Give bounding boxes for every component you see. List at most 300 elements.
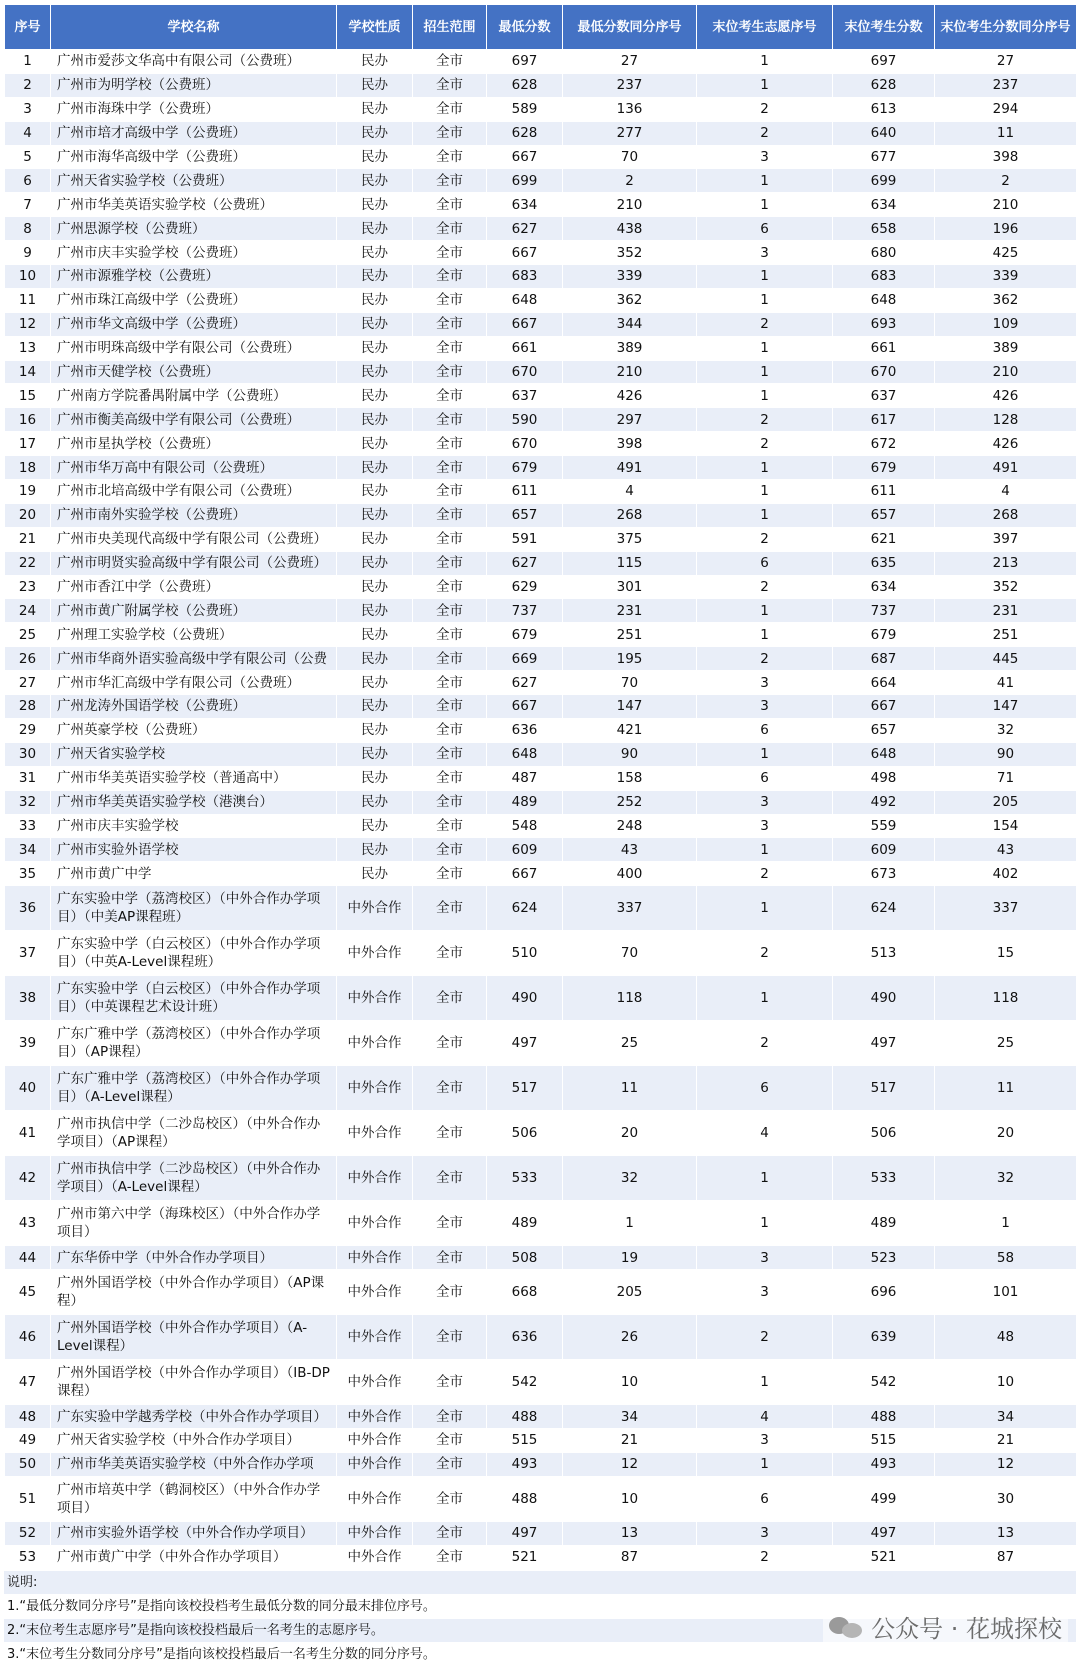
min-score-rank-cell: 337 <box>563 886 697 931</box>
last-choice-order-cell: 1 <box>697 1452 833 1476</box>
min-score-cell: 624 <box>487 886 563 931</box>
table-row <box>5 217 1077 241</box>
last-choice-order-cell: 1 <box>697 193 833 217</box>
enrollment-scope-cell: 全市 <box>413 1452 487 1476</box>
table-row <box>5 265 1077 289</box>
last-score-rank-cell: 25 <box>935 1021 1077 1066</box>
row-number-cell: 21 <box>5 527 51 551</box>
row-number-cell: 41 <box>5 1111 51 1156</box>
column-header: 学校名称 <box>51 5 337 50</box>
enrollment-scope-cell: 全市 <box>413 145 487 169</box>
last-score-rank-cell: 118 <box>935 976 1077 1021</box>
min-score-cell: 542 <box>487 1360 563 1405</box>
table-row <box>5 1246 1077 1270</box>
last-score-cell: 673 <box>833 862 935 886</box>
min-score-rank-cell: 210 <box>563 193 697 217</box>
last-choice-order-cell: 2 <box>697 931 833 976</box>
school-type-cell: 中外合作 <box>337 1111 413 1156</box>
school-type-cell: 中外合作 <box>337 1315 413 1360</box>
row-number-cell: 7 <box>5 193 51 217</box>
school-type-cell: 民办 <box>337 838 413 862</box>
school-name-cell: 广州市华美英语实验学校（普通高中） <box>51 766 337 790</box>
table-row <box>5 862 1077 886</box>
note-line: 2.“末位考生志愿序号”是指向该校投档最后一名考生的志愿序号。 <box>4 1618 1076 1642</box>
table-row <box>5 1360 1077 1405</box>
enrollment-scope-cell: 全市 <box>413 97 487 121</box>
last-choice-order-cell: 1 <box>697 265 833 289</box>
table-row <box>5 976 1077 1021</box>
last-score-rank-cell: 27 <box>935 50 1077 74</box>
row-number-cell: 9 <box>5 241 51 265</box>
last-choice-order-cell: 1 <box>697 742 833 766</box>
min-score-cell: 490 <box>487 976 563 1021</box>
school-name-cell: 广州天省实验学校（公费班） <box>51 169 337 193</box>
last-choice-order-cell: 2 <box>697 432 833 456</box>
min-score-rank-cell: 210 <box>563 360 697 384</box>
table-row <box>5 50 1077 74</box>
table-row <box>5 695 1077 719</box>
column-header: 招生范围 <box>413 5 487 50</box>
last-score-rank-cell: 231 <box>935 599 1077 623</box>
row-number-cell: 38 <box>5 976 51 1021</box>
last-choice-order-cell: 1 <box>697 480 833 504</box>
last-choice-order-cell: 2 <box>697 1315 833 1360</box>
school-name-cell: 广州思源学校（公费班） <box>51 217 337 241</box>
row-number-cell: 16 <box>5 408 51 432</box>
min-score-cell: 697 <box>487 50 563 74</box>
table-row <box>5 145 1077 169</box>
school-name-cell: 广州市庆丰实验学校 <box>51 814 337 838</box>
last-score-rank-cell: 362 <box>935 288 1077 312</box>
row-number-cell: 43 <box>5 1201 51 1246</box>
min-score-rank-cell: 136 <box>563 97 697 121</box>
last-score-cell: 683 <box>833 265 935 289</box>
min-score-rank-cell: 398 <box>563 432 697 456</box>
min-score-rank-cell: 362 <box>563 288 697 312</box>
school-name-cell: 广州市为明学校（公费班） <box>51 73 337 97</box>
row-number-cell: 4 <box>5 121 51 145</box>
school-type-cell: 民办 <box>337 360 413 384</box>
enrollment-scope-cell: 全市 <box>413 360 487 384</box>
table-row <box>5 742 1077 766</box>
last-score-cell: 648 <box>833 288 935 312</box>
row-number-cell: 3 <box>5 97 51 121</box>
table-row <box>5 1476 1077 1521</box>
min-score-rank-cell: 11 <box>563 1066 697 1111</box>
table-row <box>5 193 1077 217</box>
min-score-cell: 661 <box>487 336 563 360</box>
enrollment-scope-cell: 全市 <box>413 384 487 408</box>
min-score-cell: 521 <box>487 1545 563 1569</box>
last-score-rank-cell: 445 <box>935 647 1077 671</box>
enrollment-scope-cell: 全市 <box>413 1246 487 1270</box>
last-score-rank-cell: 109 <box>935 312 1077 336</box>
last-score-cell: 661 <box>833 336 935 360</box>
last-score-rank-cell: 268 <box>935 503 1077 527</box>
min-score-rank-cell: 438 <box>563 217 697 241</box>
last-score-rank-cell: 210 <box>935 360 1077 384</box>
min-score-cell: 648 <box>487 288 563 312</box>
min-score-rank-cell: 352 <box>563 241 697 265</box>
school-name-cell: 广州市星执学校（公费班） <box>51 432 337 456</box>
school-name-cell: 广州市华文高级中学（公费班） <box>51 312 337 336</box>
row-number-cell: 40 <box>5 1066 51 1111</box>
school-name-cell: 广东实验中学越秀学校（中外合作办学项目） <box>51 1405 337 1429</box>
min-score-rank-cell: 195 <box>563 647 697 671</box>
last-score-cell: 667 <box>833 695 935 719</box>
min-score-rank-cell: 70 <box>563 145 697 169</box>
last-choice-order-cell: 2 <box>697 1545 833 1569</box>
last-choice-order-cell: 1 <box>697 1156 833 1201</box>
enrollment-scope-cell: 全市 <box>413 1156 487 1201</box>
school-name-cell: 广州市华万高中有限公司（公费班） <box>51 456 337 480</box>
last-choice-order-cell: 1 <box>697 360 833 384</box>
school-type-cell: 民办 <box>337 73 413 97</box>
last-choice-order-cell: 1 <box>697 456 833 480</box>
last-score-cell: 634 <box>833 575 935 599</box>
last-choice-order-cell: 4 <box>697 1405 833 1429</box>
enrollment-scope-cell: 全市 <box>413 241 487 265</box>
last-score-cell: 687 <box>833 647 935 671</box>
last-score-cell: 493 <box>833 1452 935 1476</box>
row-number-cell: 6 <box>5 169 51 193</box>
min-score-rank-cell: 10 <box>563 1360 697 1405</box>
school-type-cell: 民办 <box>337 169 413 193</box>
min-score-rank-cell: 277 <box>563 121 697 145</box>
table-row <box>5 456 1077 480</box>
min-score-cell: 670 <box>487 360 563 384</box>
min-score-rank-cell: 252 <box>563 790 697 814</box>
min-score-rank-cell: 389 <box>563 336 697 360</box>
school-name-cell: 广州英豪学校（公费班） <box>51 718 337 742</box>
min-score-cell: 508 <box>487 1246 563 1270</box>
column-header: 末位考生分数 <box>833 5 935 50</box>
min-score-rank-cell: 205 <box>563 1270 697 1315</box>
last-score-cell: 696 <box>833 1270 935 1315</box>
school-type-cell: 民办 <box>337 551 413 575</box>
table-row <box>5 432 1077 456</box>
last-choice-order-cell: 1 <box>697 73 833 97</box>
enrollment-scope-cell: 全市 <box>413 671 487 695</box>
table-row <box>5 790 1077 814</box>
last-score-cell: 637 <box>833 384 935 408</box>
school-name-cell: 广州市黄广中学 <box>51 862 337 886</box>
school-type-cell: 中外合作 <box>337 1452 413 1476</box>
last-score-cell: 497 <box>833 1521 935 1545</box>
school-type-cell: 民办 <box>337 862 413 886</box>
school-type-cell: 中外合作 <box>337 1246 413 1270</box>
enrollment-scope-cell: 全市 <box>413 1360 487 1405</box>
school-name-cell: 广州市华汇高级中学有限公司（公费班） <box>51 671 337 695</box>
min-score-rank-cell: 344 <box>563 312 697 336</box>
min-score-rank-cell: 90 <box>563 742 697 766</box>
last-score-cell: 492 <box>833 790 935 814</box>
table-row <box>5 575 1077 599</box>
min-score-rank-cell: 297 <box>563 408 697 432</box>
last-choice-order-cell: 2 <box>697 121 833 145</box>
min-score-cell: 679 <box>487 456 563 480</box>
row-number-cell: 28 <box>5 695 51 719</box>
enrollment-scope-cell: 全市 <box>413 575 487 599</box>
last-choice-order-cell: 3 <box>697 1270 833 1315</box>
table-row <box>5 1452 1077 1476</box>
last-score-cell: 609 <box>833 838 935 862</box>
school-type-cell: 民办 <box>337 217 413 241</box>
table-row <box>5 97 1077 121</box>
last-score-cell: 624 <box>833 886 935 931</box>
row-number-cell: 51 <box>5 1476 51 1521</box>
school-type-cell: 民办 <box>337 718 413 742</box>
wechat-icon <box>829 1615 863 1639</box>
last-score-cell: 559 <box>833 814 935 838</box>
table-body <box>5 50 1077 1570</box>
row-number-cell: 47 <box>5 1360 51 1405</box>
min-score-cell: 683 <box>487 265 563 289</box>
min-score-cell: 609 <box>487 838 563 862</box>
school-name-cell: 广东实验中学（白云校区）（中外合作办学项目）（中英课程艺术设计班） <box>51 976 337 1021</box>
last-score-cell: 658 <box>833 217 935 241</box>
school-type-cell: 民办 <box>337 193 413 217</box>
min-score-rank-cell: 237 <box>563 73 697 97</box>
table-row <box>5 169 1077 193</box>
last-choice-order-cell: 1 <box>697 50 833 74</box>
row-number-cell: 25 <box>5 623 51 647</box>
last-score-rank-cell: 426 <box>935 432 1077 456</box>
table-row <box>5 384 1077 408</box>
last-choice-order-cell: 1 <box>697 838 833 862</box>
row-number-cell: 13 <box>5 336 51 360</box>
last-score-cell: 680 <box>833 241 935 265</box>
last-score-rank-cell: 128 <box>935 408 1077 432</box>
table-row <box>5 766 1077 790</box>
min-score-rank-cell: 158 <box>563 766 697 790</box>
school-type-cell: 民办 <box>337 312 413 336</box>
row-number-cell: 18 <box>5 456 51 480</box>
school-type-cell: 民办 <box>337 121 413 145</box>
last-score-rank-cell: 154 <box>935 814 1077 838</box>
watermark-text: 公众号 · 花城探校 <box>871 1615 1062 1643</box>
table-row <box>5 73 1077 97</box>
last-score-cell: 640 <box>833 121 935 145</box>
last-score-rank-cell: 30 <box>935 1476 1077 1521</box>
last-score-cell: 697 <box>833 50 935 74</box>
last-choice-order-cell: 4 <box>697 1111 833 1156</box>
row-number-cell: 23 <box>5 575 51 599</box>
last-choice-order-cell: 2 <box>697 97 833 121</box>
last-choice-order-cell: 1 <box>697 1360 833 1405</box>
school-name-cell: 广州南方学院番禺附属中学（公费班） <box>51 384 337 408</box>
school-name-cell: 广州市实验外语学校 <box>51 838 337 862</box>
column-header: 序号 <box>5 5 51 50</box>
enrollment-scope-cell: 全市 <box>413 1428 487 1452</box>
table-row <box>5 503 1077 527</box>
school-type-cell: 中外合作 <box>337 1066 413 1111</box>
school-type-cell: 中外合作 <box>337 1270 413 1315</box>
school-type-cell: 民办 <box>337 145 413 169</box>
last-choice-order-cell: 3 <box>697 241 833 265</box>
school-name-cell: 广州市黄广附属学校（公费班） <box>51 599 337 623</box>
last-score-cell: 657 <box>833 503 935 527</box>
school-name-cell: 广州市爱莎文华高中有限公司（公费班） <box>51 50 337 74</box>
enrollment-scope-cell: 全市 <box>413 527 487 551</box>
school-type-cell: 民办 <box>337 766 413 790</box>
school-type-cell: 民办 <box>337 695 413 719</box>
last-score-rank-cell: 11 <box>935 1066 1077 1111</box>
min-score-cell: 669 <box>487 647 563 671</box>
min-score-cell: 489 <box>487 1201 563 1246</box>
last-score-rank-cell: 2 <box>935 169 1077 193</box>
min-score-cell: 637 <box>487 384 563 408</box>
school-type-cell: 民办 <box>337 97 413 121</box>
row-number-cell: 32 <box>5 790 51 814</box>
last-score-cell: 611 <box>833 480 935 504</box>
enrollment-scope-cell: 全市 <box>413 647 487 671</box>
row-number-cell: 34 <box>5 838 51 862</box>
enrollment-scope-cell: 全市 <box>413 1476 487 1521</box>
column-header: 末位考生志愿序号 <box>697 5 833 50</box>
min-score-rank-cell: 400 <box>563 862 697 886</box>
school-name-cell: 广州市第六中学（海珠校区）（中外合作办学项目） <box>51 1201 337 1246</box>
last-choice-order-cell: 3 <box>697 1428 833 1452</box>
last-choice-order-cell: 1 <box>697 623 833 647</box>
min-score-cell: 627 <box>487 671 563 695</box>
row-number-cell: 52 <box>5 1521 51 1545</box>
min-score-cell: 497 <box>487 1021 563 1066</box>
school-type-cell: 中外合作 <box>337 1405 413 1429</box>
table-row <box>5 1156 1077 1201</box>
min-score-cell: 667 <box>487 695 563 719</box>
last-score-rank-cell: 4 <box>935 480 1077 504</box>
last-score-rank-cell: 352 <box>935 575 1077 599</box>
min-score-rank-cell: 43 <box>563 838 697 862</box>
last-score-rank-cell: 398 <box>935 145 1077 169</box>
school-name-cell: 广州市华美英语实验学校（港澳台） <box>51 790 337 814</box>
enrollment-scope-cell: 全市 <box>413 862 487 886</box>
min-score-rank-cell: 301 <box>563 575 697 599</box>
row-number-cell: 50 <box>5 1452 51 1476</box>
table-row <box>5 408 1077 432</box>
last-score-cell: 664 <box>833 671 935 695</box>
min-score-cell: 679 <box>487 623 563 647</box>
row-number-cell: 46 <box>5 1315 51 1360</box>
last-choice-order-cell: 1 <box>697 169 833 193</box>
school-name-cell: 广州市培英中学（鹤洞校区）（中外合作办学项目） <box>51 1476 337 1521</box>
min-score-rank-cell: 10 <box>563 1476 697 1521</box>
enrollment-scope-cell: 全市 <box>413 217 487 241</box>
last-score-rank-cell: 389 <box>935 336 1077 360</box>
enrollment-scope-cell: 全市 <box>413 1111 487 1156</box>
last-score-cell: 699 <box>833 169 935 193</box>
table-row <box>5 671 1077 695</box>
school-type-cell: 民办 <box>337 814 413 838</box>
last-score-rank-cell: 34 <box>935 1405 1077 1429</box>
min-score-cell: 591 <box>487 527 563 551</box>
school-name-cell: 广州市衡美高级中学有限公司（公费班） <box>51 408 337 432</box>
last-choice-order-cell: 2 <box>697 527 833 551</box>
last-score-rank-cell: 12 <box>935 1452 1077 1476</box>
min-score-cell: 648 <box>487 742 563 766</box>
last-choice-order-cell: 1 <box>697 288 833 312</box>
row-number-cell: 29 <box>5 718 51 742</box>
min-score-rank-cell: 70 <box>563 931 697 976</box>
school-name-cell: 广东华侨中学（中外合作办学项目） <box>51 1246 337 1270</box>
column-header: 学校性质 <box>337 5 413 50</box>
min-score-rank-cell: 248 <box>563 814 697 838</box>
min-score-rank-cell: 20 <box>563 1111 697 1156</box>
column-header: 最低分数同分序号 <box>563 5 697 50</box>
min-score-cell: 517 <box>487 1066 563 1111</box>
school-type-cell: 民办 <box>337 241 413 265</box>
last-score-cell: 513 <box>833 931 935 976</box>
row-number-cell: 20 <box>5 503 51 527</box>
school-type-cell: 中外合作 <box>337 976 413 1021</box>
min-score-rank-cell: 118 <box>563 976 697 1021</box>
last-score-rank-cell: 58 <box>935 1246 1077 1270</box>
min-score-cell: 667 <box>487 145 563 169</box>
enrollment-scope-cell: 全市 <box>413 73 487 97</box>
column-header: 末位考生分数同分序号 <box>935 5 1077 50</box>
last-choice-order-cell: 3 <box>697 1246 833 1270</box>
table-row <box>5 931 1077 976</box>
min-score-rank-cell: 251 <box>563 623 697 647</box>
min-score-cell: 628 <box>487 121 563 145</box>
enrollment-scope-cell: 全市 <box>413 408 487 432</box>
table-row <box>5 1066 1077 1111</box>
table-row <box>5 1521 1077 1545</box>
last-choice-order-cell: 1 <box>697 1201 833 1246</box>
last-score-rank-cell: 10 <box>935 1360 1077 1405</box>
last-score-rank-cell: 397 <box>935 527 1077 551</box>
enrollment-scope-cell: 全市 <box>413 718 487 742</box>
school-name-cell: 广州天省实验学校（中外合作办学项目） <box>51 1428 337 1452</box>
notes-title: 说明: <box>4 1570 1076 1594</box>
school-type-cell: 民办 <box>337 480 413 504</box>
row-number-cell: 11 <box>5 288 51 312</box>
school-type-cell: 民办 <box>337 384 413 408</box>
last-score-cell: 515 <box>833 1428 935 1452</box>
school-type-cell: 中外合作 <box>337 1156 413 1201</box>
last-choice-order-cell: 2 <box>697 862 833 886</box>
last-score-rank-cell: 13 <box>935 1521 1077 1545</box>
row-number-cell: 17 <box>5 432 51 456</box>
school-name-cell: 广东广雅中学（荔湾校区）（中外合作办学项目）（A-Level课程） <box>51 1066 337 1111</box>
note-line: 1.“最低分数同分序号”是指向该校投档考生最低分数的同分最末排位序号。 <box>4 1594 1076 1618</box>
enrollment-scope-cell: 全市 <box>413 976 487 1021</box>
school-name-cell: 广州市南外实验学校（公费班） <box>51 503 337 527</box>
school-name-cell: 广州市海华高级中学（公费班） <box>51 145 337 169</box>
table-row <box>5 1405 1077 1429</box>
school-type-cell: 民办 <box>337 575 413 599</box>
school-name-cell: 广州市珠江高级中学（公费班） <box>51 288 337 312</box>
last-score-cell: 533 <box>833 1156 935 1201</box>
school-type-cell: 中外合作 <box>337 1428 413 1452</box>
last-choice-order-cell: 1 <box>697 599 833 623</box>
school-name-cell: 广州市执信中学（二沙岛校区）（中外合作办学项目）（AP课程） <box>51 1111 337 1156</box>
min-score-cell: 628 <box>487 73 563 97</box>
min-score-rank-cell: 12 <box>563 1452 697 1476</box>
table-row <box>5 647 1077 671</box>
min-score-rank-cell: 426 <box>563 384 697 408</box>
last-score-cell: 639 <box>833 1315 935 1360</box>
enrollment-scope-cell: 全市 <box>413 931 487 976</box>
school-type-cell: 中外合作 <box>337 1476 413 1521</box>
enrollment-scope-cell: 全市 <box>413 814 487 838</box>
school-type-cell: 中外合作 <box>337 1201 413 1246</box>
min-score-cell: 506 <box>487 1111 563 1156</box>
row-number-cell: 44 <box>5 1246 51 1270</box>
min-score-cell: 629 <box>487 575 563 599</box>
last-score-rank-cell: 205 <box>935 790 1077 814</box>
